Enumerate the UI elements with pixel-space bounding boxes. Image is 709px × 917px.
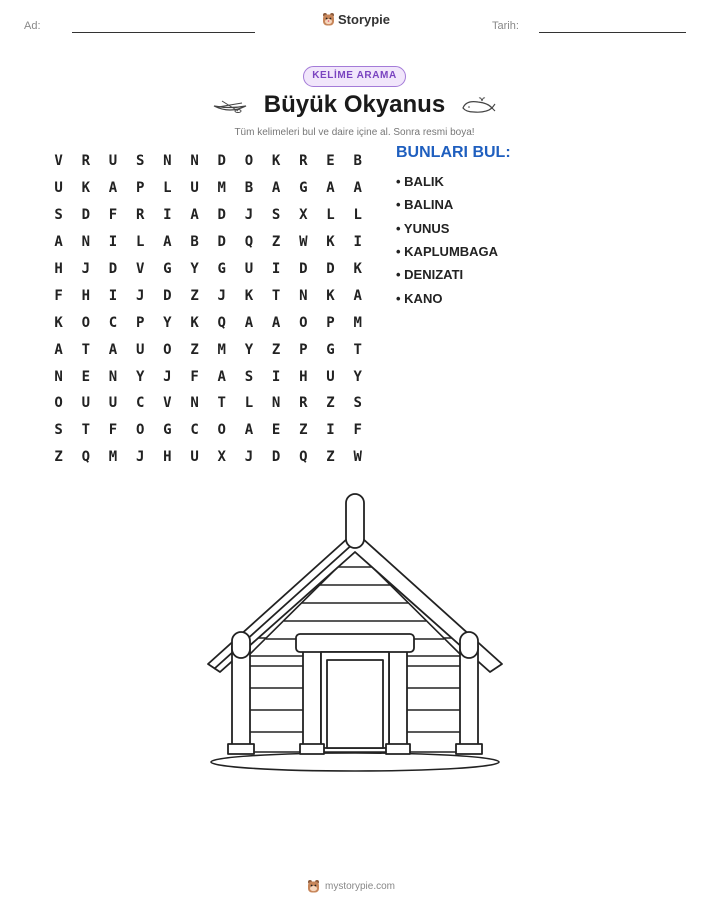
grid-letter: D xyxy=(271,449,281,466)
word-list-item: • BALIK xyxy=(396,174,444,190)
grid-letter: A xyxy=(353,180,362,197)
grid-letter: M xyxy=(108,449,118,466)
grid-letter: J xyxy=(244,207,254,224)
grid-letter: D xyxy=(217,207,226,224)
grid-letter: V xyxy=(135,261,145,277)
grid-letter: B xyxy=(244,180,254,197)
whale-icon xyxy=(460,96,496,116)
grid-letter: S xyxy=(244,368,254,385)
grid-letter: P xyxy=(326,314,335,331)
grid-letter: U xyxy=(244,261,254,277)
grid-letter: R xyxy=(299,153,308,170)
word-list-item: • BALINA xyxy=(396,197,454,213)
grid-letter: C xyxy=(108,314,118,331)
grid-letter: U xyxy=(108,153,118,170)
grid-letter: A xyxy=(190,207,199,224)
grid-letter: I xyxy=(353,234,362,251)
grid-letter: T xyxy=(353,341,362,358)
word-list-item: • KAPLUMBAGA xyxy=(396,244,499,260)
grid-letter: V xyxy=(54,153,63,170)
grid-letter: L xyxy=(135,234,145,251)
grid-letter: S xyxy=(54,422,63,439)
grid-letter: E xyxy=(271,422,281,439)
grid-letter: K xyxy=(326,287,335,304)
instructions: Tüm kelimeleri bul ve daire içine al. Sonra resmi boya! xyxy=(234,127,475,138)
grid-letter: O xyxy=(217,422,226,439)
grid-letter: J xyxy=(217,287,226,304)
grid-letter: F xyxy=(190,368,199,385)
grid-letter: U xyxy=(190,449,199,466)
grid-letter: S xyxy=(271,207,281,224)
grid-letter: F xyxy=(353,422,362,439)
grid-letter: B xyxy=(190,234,199,251)
grid-letter: B xyxy=(353,153,362,170)
word-list-item: • YUNUS xyxy=(396,220,450,236)
grid-letter: U xyxy=(135,341,145,358)
grid-letter: J xyxy=(163,368,172,385)
date-line xyxy=(539,32,686,33)
grid-letter: Y xyxy=(190,261,199,277)
grid-letter: A xyxy=(353,287,362,304)
grid-letter: R xyxy=(135,207,145,224)
grid-letter: N xyxy=(54,368,63,385)
grid-letter: G xyxy=(163,422,172,439)
grid-letter: E xyxy=(326,153,335,170)
grid-letter: I xyxy=(326,422,335,439)
grid-letter: Y xyxy=(163,314,172,331)
grid-letter: K xyxy=(54,314,63,331)
grid-letter: R xyxy=(299,395,308,412)
grid-letter: T xyxy=(217,395,226,412)
grid-letter: Z xyxy=(326,395,335,412)
page-title: Büyük Okyanus xyxy=(263,91,446,118)
grid-letter: Z xyxy=(326,449,335,466)
grid-letter: S xyxy=(54,207,63,224)
brand-logo xyxy=(322,12,390,27)
grid-letter: O xyxy=(54,395,63,412)
name-line xyxy=(72,32,255,33)
grid-letter: O xyxy=(163,341,172,358)
grid-letter: Q xyxy=(244,234,254,251)
grid-letter: K xyxy=(326,234,335,251)
grid-letter: Y xyxy=(353,368,362,385)
grid-letter: P xyxy=(299,341,308,358)
grid-letter: X xyxy=(299,207,308,224)
grid-letter: R xyxy=(81,153,90,170)
grid-letter: K xyxy=(271,153,281,170)
house-coloring-illustration xyxy=(200,488,510,778)
grid-letter: H xyxy=(81,287,90,304)
grid-letter: J xyxy=(135,287,145,304)
word-search-grid xyxy=(45,148,371,471)
grid-letter: G xyxy=(217,261,226,277)
grid-letter: N xyxy=(271,395,281,412)
grid-letter: U xyxy=(81,395,90,412)
grid-letter: M xyxy=(217,341,226,358)
grid-letter: G xyxy=(326,341,335,358)
storypie-mascot-icon xyxy=(322,12,335,27)
grid-letter: M xyxy=(353,314,362,331)
grid-letter: C xyxy=(190,422,199,439)
name-label: Ad: xyxy=(24,20,41,32)
grid-letter: Z xyxy=(299,422,308,439)
grid-letter: K xyxy=(244,287,254,304)
grid-letter: Z xyxy=(54,449,63,466)
grid-letter: Q xyxy=(81,449,90,466)
grid-letter: M xyxy=(217,180,226,197)
grid-letter: Z xyxy=(190,341,199,358)
grid-letter: S xyxy=(353,395,362,412)
grid-letter: J xyxy=(81,261,90,277)
grid-letter: Y xyxy=(244,341,254,358)
grid-letter: A xyxy=(108,180,118,197)
grid-letter: N xyxy=(163,153,172,170)
grid-letter: N xyxy=(81,234,90,251)
grid-letter: S xyxy=(135,153,145,170)
grid-letter: U xyxy=(54,180,63,197)
grid-letter: T xyxy=(81,422,90,439)
grid-letter: K xyxy=(190,314,199,331)
grid-letter: I xyxy=(108,287,118,304)
grid-letter: D xyxy=(299,261,308,277)
grid-letter: A xyxy=(163,234,172,251)
grid-letter: T xyxy=(271,287,281,304)
grid-letter: W xyxy=(299,234,308,251)
category-badge: KELİME ARAMA xyxy=(303,66,406,87)
grid-letter: N xyxy=(299,287,308,304)
grid-letter: Y xyxy=(135,368,145,385)
grid-letter: K xyxy=(353,261,362,277)
footer xyxy=(307,879,395,894)
grid-letter: D xyxy=(217,234,226,251)
grid-letter: J xyxy=(135,449,145,466)
grid-letter: A xyxy=(54,341,63,358)
grid-letter: A xyxy=(217,368,226,385)
grid-letter: G xyxy=(163,261,172,277)
grid-letter: U xyxy=(326,368,335,385)
grid-letter: L xyxy=(353,207,362,224)
grid-letter: I xyxy=(271,261,281,277)
grid-letter: O xyxy=(81,314,90,331)
date-label: Tarih: xyxy=(492,20,519,32)
grid-letter: X xyxy=(217,449,226,466)
grid-letter: A xyxy=(326,180,335,197)
grid-letter: N xyxy=(190,395,199,412)
grid-letter: V xyxy=(163,395,172,412)
grid-letter: O xyxy=(244,153,254,170)
grid-letter: F xyxy=(108,422,118,439)
grid-letter: Z xyxy=(271,234,281,251)
grid-letter: P xyxy=(135,180,145,197)
grid-letter: D xyxy=(163,287,172,304)
grid-letter: I xyxy=(163,207,172,224)
grid-letter: A xyxy=(54,234,63,251)
grid-letter: A xyxy=(244,314,254,331)
grid-letter: Q xyxy=(299,449,308,466)
grid-letter: A xyxy=(271,180,281,197)
grid-letter: D xyxy=(81,207,90,224)
grid-letter: U xyxy=(190,180,199,197)
word-list-item: • DENIZATI xyxy=(396,267,464,283)
word-list-title: BUNLARI BUL: xyxy=(396,144,511,161)
grid-letter: J xyxy=(244,449,254,466)
grid-letter: E xyxy=(81,368,90,385)
grid-letter: O xyxy=(135,422,145,439)
grid-letter: I xyxy=(271,368,281,385)
grid-letter: Z xyxy=(271,341,281,358)
grid-letter: O xyxy=(299,314,308,331)
grid-letter: D xyxy=(108,261,118,277)
grid-letter: W xyxy=(353,449,362,466)
storypie-mascot-icon xyxy=(307,879,320,894)
grid-letter: A xyxy=(244,422,254,439)
brand-name: Storypie xyxy=(338,12,391,27)
grid-letter: C xyxy=(135,395,145,412)
grid-letter: A xyxy=(271,314,281,331)
grid-letter: L xyxy=(163,180,172,197)
grid-letter: D xyxy=(326,261,335,277)
grid-letter: N xyxy=(108,368,118,385)
grid-letter: H xyxy=(163,449,172,466)
word-list xyxy=(396,170,498,310)
grid-letter: G xyxy=(299,180,308,197)
word-list-item: • KANO xyxy=(396,290,443,306)
grid-letter: N xyxy=(190,153,199,170)
grid-letter: H xyxy=(54,261,63,277)
grid-letter: Q xyxy=(217,314,226,331)
grid-letter: L xyxy=(244,395,254,412)
footer-url: mystorypie.com xyxy=(325,881,396,892)
grid-letter: U xyxy=(108,395,118,412)
grid-letter: T xyxy=(81,341,90,358)
grid-letter: K xyxy=(81,180,90,197)
grid-letter: A xyxy=(108,341,118,358)
grid-letter: I xyxy=(108,234,118,251)
grid-letter: F xyxy=(54,287,63,304)
grid-letter: F xyxy=(108,207,118,224)
grid-letter: P xyxy=(135,314,145,331)
grid-letter: Z xyxy=(190,287,199,304)
grid-letter: D xyxy=(217,153,226,170)
grid-letter: L xyxy=(326,207,335,224)
grid-letter: H xyxy=(299,368,308,385)
